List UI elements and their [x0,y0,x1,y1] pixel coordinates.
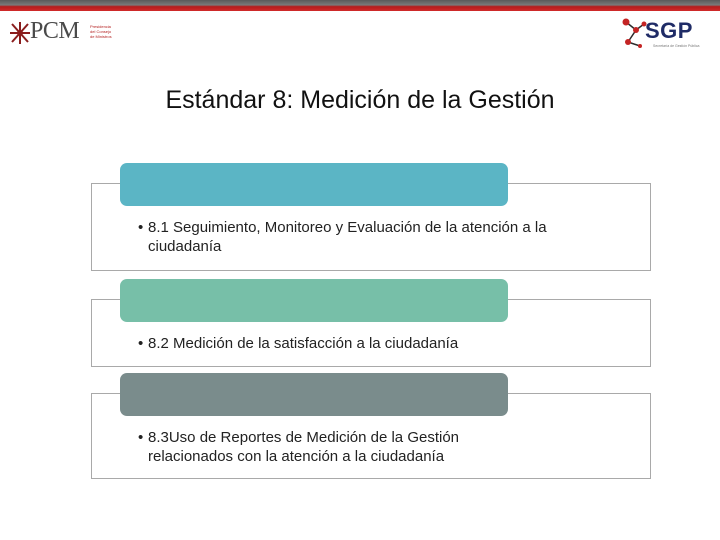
top-decorative-bar [0,0,720,11]
standard-item-bar-2 [120,279,508,322]
standard-item-bar-3 [120,373,508,416]
pcm-emblem-icon [10,22,30,44]
standard-item-bar-1 [120,163,508,206]
bullet-marker: • [138,335,144,352]
bullet-marker: • [138,429,144,446]
standard-item-label: 8.2 Medición de la satisfacción a la ciudadanía [148,335,459,352]
sgp-logo [620,14,710,60]
pcm-logo [8,16,118,50]
pcm-logo-text: PCM [30,18,80,44]
sgp-logo-text: SGP [645,18,693,43]
pcm-logo-subtitle: Presidencia del Consejo de Ministros [90,24,112,39]
standard-item-text-2 [138,334,608,353]
bullet-marker: • [138,219,144,236]
sgp-network-icon [620,16,648,50]
standard-item-label: 8.1 Seguimiento, Monitoreo y Evaluación de la atención a la ciudadanía [148,219,547,255]
sgp-logo-subtitle: Secretaría de Gestión Pública [653,44,700,48]
standard-item-text-1 [138,218,608,256]
standard-item-text-3 [138,428,528,466]
slide-title: Estándar 8: Medición de la Gestión [165,86,555,114]
standard-item-label: 8.3Uso de Reportes de Medición de la Gestión relacionados con la atención a la ciudadanía [148,429,460,465]
